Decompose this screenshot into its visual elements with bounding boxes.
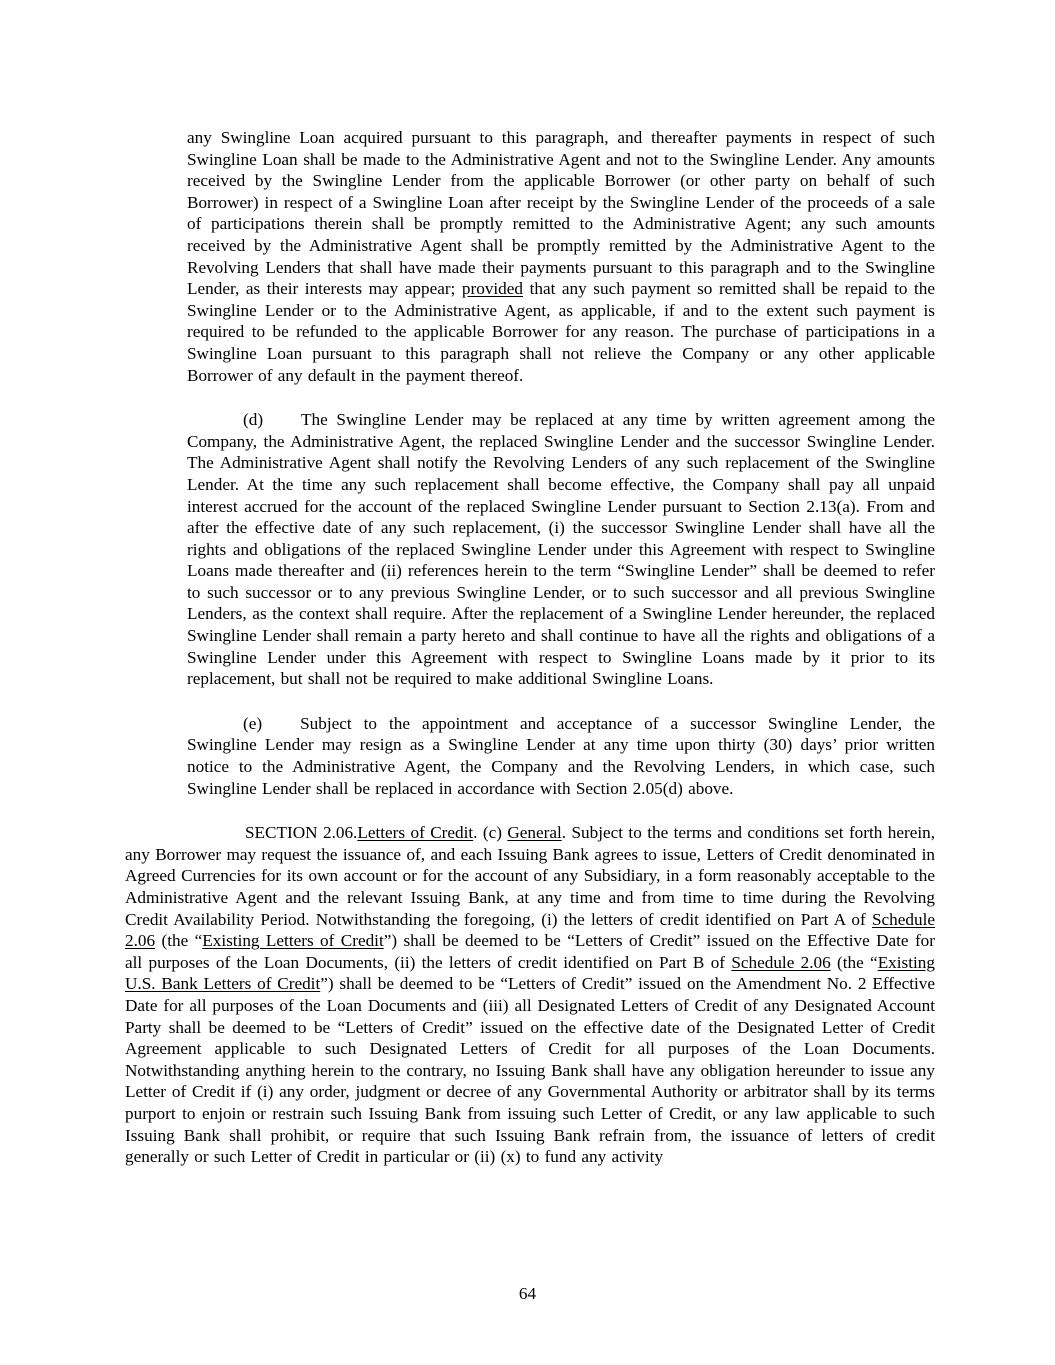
underlined-term-schedule-206-b: Schedule 2.06 xyxy=(731,952,831,972)
paragraph-text: that any such payment so remitted shall be repaid to the Swingline Lender or to the Administrative Agent, as applicable, if and to the extent such payment is required to be refunded to the applicable Borrower for any reason. The purchase of participations in a Swingline Loan pursuant to this paragraph shall not relieve the Company or any other applicable Borrower of any default in the payment thereof. xyxy=(187,279,936,385)
paragraph-d-label: (d) xyxy=(243,410,264,430)
paragraph-text: The Swingline Lender may be replaced at any time by written agreement among the Company, the Administrative Agent, the replaced Swingline Lender and the successor Swingline Lender. The Administrative Agent shall notify the Revolving Lenders of any such replacement of the Swingline Lender. At the time any such replacement shall become effective, the Company shall pay all unpaid interest accrued for the account of the replaced Swingline Lender pursuant to Section 2.13(a). From and after the effective date of any such replacement, (i) the successor Swingline Lender shall have all the rights and obligations of the replaced Swingline Lender under this Agreement with respect to Swingline Loans made thereafter and (ii) references herein to the term “Swingline Lender” shall be deemed to refer to such successor or to any previous Swingline Lender, or to such successor and all previous Swingline Lenders, as the context shall require. After the replacement of a Swingline Lender hereunder, the replaced Swingline Lender shall remain a party hereto and shall continue to have all the rights and obligations of a Swingline Lender under this Agreement with respect to Swingline Loans made by it prior to its replacement, but shall not be required to make additional Swingline Loans. xyxy=(187,410,935,689)
underlined-term-general: General xyxy=(507,823,562,843)
underlined-term-existing-us-bank-letters-of-credit: Existing U.S. Bank Letters of Credit xyxy=(125,952,935,994)
paragraph-text: . (c) xyxy=(473,823,508,843)
section-2-06-paragraph xyxy=(125,822,935,1168)
paragraph-text: (the “ xyxy=(155,931,203,951)
paragraph-text: (the “ xyxy=(830,952,878,972)
paragraph-e xyxy=(187,713,935,799)
paragraph-text: ”) shall be deemed to be “Letters of Credit” issued on the Effective Date for all purposes of the Loan Documents, (ii) the letters of credit identified on Part B of xyxy=(125,931,935,972)
underlined-term-existing-letters-of-credit: Existing Letters of Credit xyxy=(202,931,384,951)
underlined-term-schedule-206-a: Schedule 2.06 xyxy=(125,909,935,951)
underlined-term-letters-of-credit: Letters of Credit xyxy=(357,823,474,843)
paragraph-e-label: (e) xyxy=(243,713,263,733)
section-number: SECTION 2.06. xyxy=(245,823,358,843)
underlined-term-provided: provided xyxy=(461,279,524,299)
paragraph-d xyxy=(187,409,935,690)
page-number: 64 xyxy=(518,1284,537,1303)
continuation-paragraph xyxy=(187,127,935,386)
text-column xyxy=(125,127,935,1168)
paragraph-text: Subject to the appointment and acceptance of a successor Swingline Lender, the Swingline Lender may resign as a Swingline Lender at any time upon thirty (30) days’ prior written notice to the Administrative Agent, the Company and the Revolving Lenders, in which case, such Swingline Lender shall be replaced in accordance with Section 2.05(d) above. xyxy=(187,713,935,798)
paragraph-text: ”) shall be deemed to be “Letters of Credit” issued on the Amendment No. 2 Effective Date for all purposes of the Loan Documents and (iii) all Designated Letters of Credit of any Designated Account Party shall be deemed to be “Letters of Credit” issued on the effective date of the Designated Letter of Credit Agreement applicable to such Designated Letters of Credit for all purposes of the Loan Documents. Notwithstanding anything herein to the contrary, no Issuing Bank shall have any obligation hereunder to issue any Letter of Credit if (i) any order, judgment or decree of any Governmental Authority or arbitrator shall by its terms purport to enjoin or restrain such Issuing Bank from issuing such Letter of Credit, or any law applicable to such Issuing Bank shall prohibit, or require that such Issuing Bank refrain from, the issuance of letters of credit generally or such Letter of Credit in particular or (ii) (x) to fund any activity xyxy=(125,974,935,1167)
paragraph-text: any Swingline Loan acquired pursuant to this paragraph, and thereafter payments in respect of such Swingline Loan shall be made to the Administrative Agent and not to the Swingline Lender. Any amounts received by the Swingline Lender from the applicable Borrower (or other party on behalf of such Borrower) in respect of a Swingline Loan after receipt by the Swingline Lender of the proceeds of a sale of participations therein shall be promptly remitted to the Administrative Agent; any such amounts received by the Administrative Agent shall be promptly remitted by the Administrative Agent to the Revolving Lenders that shall have made their payments pursuant to this paragraph and to the Swingline Lender, as their interests may appear; xyxy=(187,128,935,299)
paragraph-text: . Subject to the terms and conditions set forth herein, any Borrower may request the issuance of, and each Issuing Bank agrees to issue, Letters of Credit denominated in Agreed Currencies for its own account or for the account of any Subsidiary, in a form reasonably acceptable to the Administrative Agent and the relevant Issuing Bank, at any time and from time to time during the Revolving Credit Availability Period. Notwithstanding the foregoing, (i) the letters of credit identified on Part A of xyxy=(125,823,935,929)
